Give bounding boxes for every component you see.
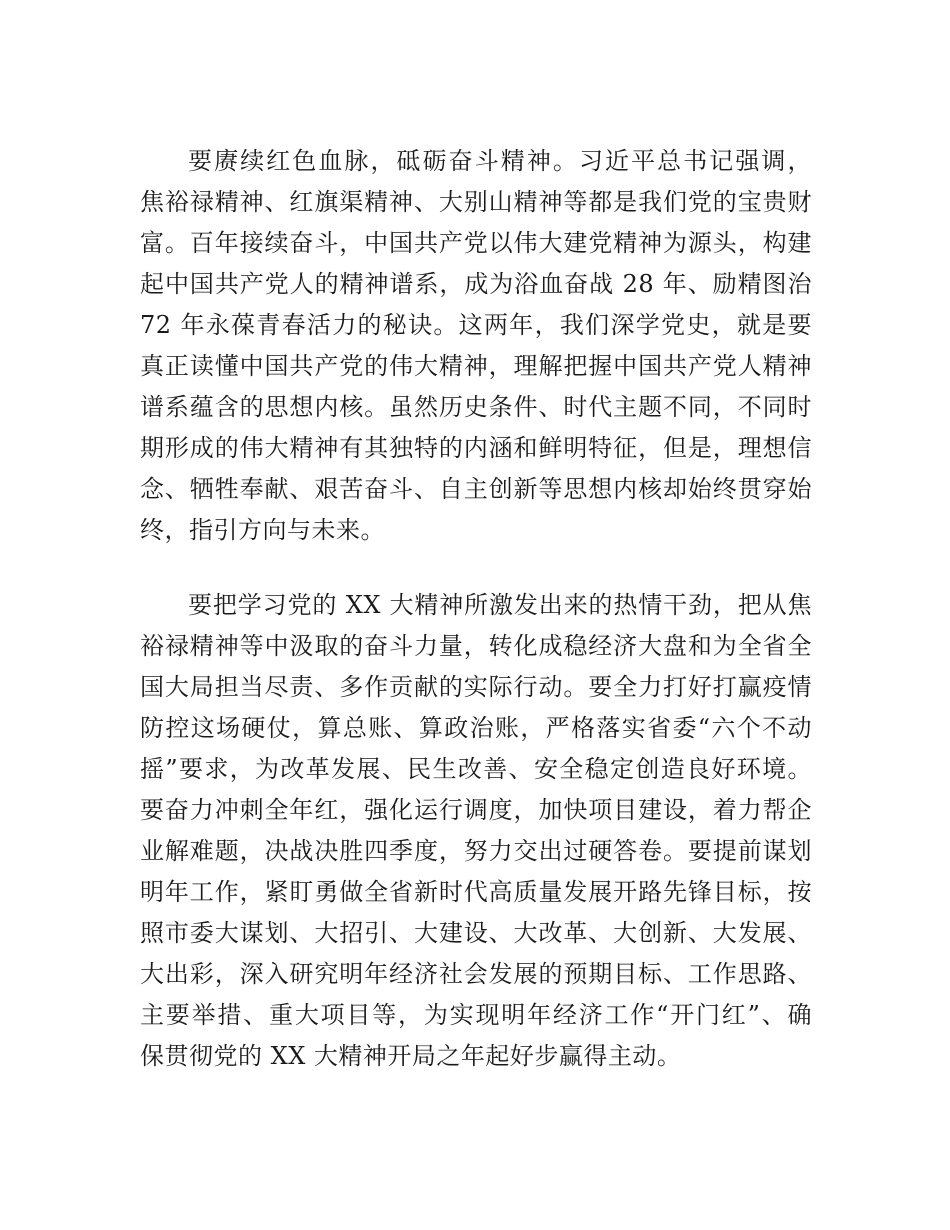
paragraph-line: 主要举措、重大项目等，为实现明年经济工作“开门红”、确 (140, 1001, 812, 1029)
document-body (140, 141, 812, 1077)
paragraph-line: 期形成的伟大精神有其独特的内涵和鲜明特征，但是，理想信 (140, 434, 812, 462)
paragraph-line: 大出彩，深入研究明年经济社会发展的预期目标、工作思路、 (140, 960, 812, 988)
paragraph-line: 富。百年接续奋斗，中国共产党以伟大建党精神为源头，构建 (140, 229, 812, 257)
paragraph-line: 要把学习党的 XX 大精神所激发出来的热情干劲，把从焦 (188, 591, 812, 619)
paragraph-line: 要奋力冲刺全年红，强化运行调度，加快项目建设，着力帮企 (140, 796, 812, 824)
paragraph-line: 裕禄精神等中汲取的奋斗力量，转化成稳经济大盘和为全省全 (140, 632, 812, 660)
paragraph-line: 业解难题，决战决胜四季度，努力交出过硬答卷。要提前谋划 (140, 837, 812, 865)
paragraph-line: 72 年永葆青春活力的秘诀。这两年，我们深学党史，就是要 (140, 311, 812, 339)
paragraph-line: 防控这场硬仗，算总账、算政治账，严格落实省委“六个不动 (140, 714, 812, 742)
paragraph-line: 谱系蕴含的思想内核。虽然历史条件、时代主题不同，不同时 (140, 393, 812, 421)
paragraph-line: 明年工作，紧盯勇做全省新时代高质量发展开路先锋目标，按 (140, 878, 812, 906)
paragraph-line: 真正读懂中国共产党的伟大精神，理解把握中国共产党人精神 (140, 352, 812, 380)
paragraph-line: 摇”要求，为改革发展、民生改善、安全稳定创造良好环境。 (140, 755, 812, 783)
paragraph-line: 国大局担当尽责、多作贡献的实际行动。要全力打好打赢疫情 (140, 673, 812, 701)
paragraph-line: 起中国共产党人的精神谱系，成为浴血奋战 28 年、励精图治 (140, 270, 812, 298)
paragraph-1 (140, 141, 812, 551)
paragraph-line: 照市委大谋划、大招引、大建设、大改革、大创新、大发展、 (140, 919, 812, 947)
paragraph-line: 要赓续红色血脉，砥砺奋斗精神。习近平总书记强调， (188, 147, 812, 175)
paragraph-line: 焦裕禄精神、红旗渠精神、大别山精神等都是我们党的宝贵财 (140, 188, 812, 216)
paragraph-2 (140, 585, 812, 1077)
paragraph-line: 保贯彻党的 XX 大精神开局之年起好步赢得主动。 (140, 1042, 682, 1070)
paragraph-line: 终，指引方向与未来。 (140, 516, 385, 544)
paragraph-line: 念、牺牲奉献、艰苦奋斗、自主创新等思想内核却始终贯穿始 (140, 475, 812, 503)
